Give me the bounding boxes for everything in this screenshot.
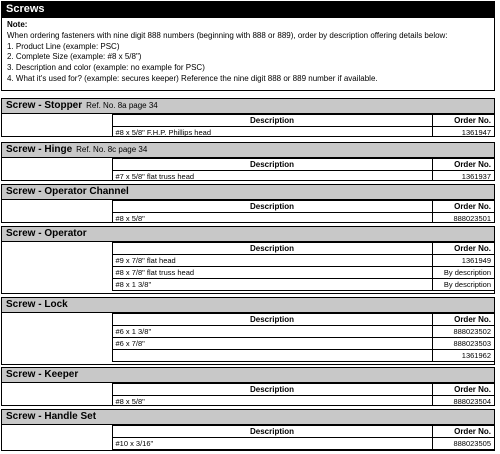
- order-number-header: Order No.: [432, 115, 494, 127]
- item-description: #6 x 7/8": [112, 338, 432, 350]
- item-description: #8 x 5/8" F.H.P. Phillips head: [112, 127, 432, 138]
- section-title: Screw - Keeper: [6, 369, 79, 380]
- section-header: [2, 410, 494, 425]
- description-header: Description: [112, 426, 432, 438]
- note-item-2: 2. Complete Size (example: #8 x 5/8"): [7, 52, 142, 62]
- table-header-row: [2, 159, 494, 171]
- note-box: [1, 18, 495, 91]
- description-header: Description: [112, 243, 432, 255]
- item-order-number: 888023502: [432, 326, 494, 338]
- items-table: [2, 383, 494, 406]
- description-header: Description: [112, 115, 432, 127]
- note-item-3: 3. Description and color (example: no example for PSC): [7, 63, 205, 73]
- items-table: [2, 313, 494, 362]
- section-header: [2, 99, 494, 114]
- section-ref: Ref. No. 8c page 34: [76, 145, 148, 154]
- item-description: #8 x 5/8": [112, 213, 432, 224]
- section-title: Screw - Lock: [6, 299, 68, 310]
- section-screw-handle-set: [1, 409, 495, 451]
- item-description: #10 x 3/16": [112, 438, 432, 450]
- note-item-1: 1. Product Line (example: PSC): [7, 41, 120, 51]
- section-screw-hinge: [1, 142, 495, 181]
- section-ref: Ref. No. 8a page 34: [86, 101, 158, 110]
- items-table: [2, 242, 494, 291]
- table-header-row: [2, 426, 494, 438]
- section-title: Screw - Operator Channel: [6, 186, 129, 197]
- table-header-row: [2, 314, 494, 326]
- item-order-number: 1361962: [432, 350, 494, 362]
- blank-cell: [2, 426, 112, 450]
- item-order-number: 888023505: [432, 438, 494, 450]
- blank-cell: [2, 384, 112, 407]
- section-screw-lock: [1, 297, 495, 365]
- section-header: [2, 185, 494, 200]
- items-table: [2, 158, 494, 181]
- section-screw-stopper: [1, 98, 495, 137]
- description-header: Description: [112, 314, 432, 326]
- blank-cell: [2, 115, 112, 138]
- section-header: [2, 143, 494, 158]
- section-title: Screw - Operator: [6, 228, 87, 239]
- item-order-number: 888023503: [432, 338, 494, 350]
- document-title: Screws: [1, 1, 495, 18]
- description-header: Description: [112, 159, 432, 171]
- item-order-number: 1361949: [432, 255, 494, 267]
- section-title: Screw - Handle Set: [6, 411, 97, 422]
- order-number-header: Order No.: [432, 384, 494, 396]
- item-order-number: 888023504: [432, 396, 494, 407]
- item-description: [112, 350, 432, 362]
- order-number-header: Order No.: [432, 426, 494, 438]
- section-header: [2, 368, 494, 383]
- item-order-number: 1361947: [432, 127, 494, 138]
- blank-cell: [2, 159, 112, 182]
- note-label: Note:: [7, 20, 28, 29]
- order-number-header: Order No.: [432, 201, 494, 213]
- order-number-header: Order No.: [432, 243, 494, 255]
- description-header: Description: [112, 201, 432, 213]
- table-header-row: [2, 243, 494, 255]
- table-header-row: [2, 115, 494, 127]
- items-table: [2, 200, 494, 223]
- item-description: #8 x 1 3/8": [112, 279, 432, 291]
- note-intro: When ordering fasteners with nine digit 888 numbers (beginning with 888 or 889), order by description offering details below:: [7, 30, 448, 40]
- section-title: Screw - Hinge: [6, 144, 73, 155]
- section-title: Screw - Stopper: [6, 100, 83, 111]
- section-header: [2, 298, 494, 313]
- section-screw-operator-channel: [1, 184, 495, 223]
- item-description: #8 x 7/8" flat truss head: [112, 267, 432, 279]
- table-header-row: [2, 384, 494, 396]
- items-table: [2, 114, 494, 137]
- section-header: [2, 227, 494, 242]
- blank-cell: [2, 243, 112, 291]
- item-description: #8 x 5/8": [112, 396, 432, 407]
- table-header-row: [2, 201, 494, 213]
- blank-cell: [2, 314, 112, 362]
- item-description: #7 x 5/8" flat truss head: [112, 171, 432, 182]
- items-table: [2, 425, 494, 450]
- item-order-number: 888023501: [432, 213, 494, 224]
- order-number-header: Order No.: [432, 314, 494, 326]
- blank-cell: [2, 201, 112, 224]
- item-order-number: By description: [432, 267, 494, 279]
- item-description: #9 x 7/8" flat head: [112, 255, 432, 267]
- section-screw-operator: [1, 226, 495, 294]
- note-item-4: 4. What it's used for? (example: secures keeper) Reference the nine digit 888 or 889 number if available.: [7, 73, 378, 83]
- order-number-header: Order No.: [432, 159, 494, 171]
- item-description: #6 x 1 3/8": [112, 326, 432, 338]
- section-screw-keeper: [1, 367, 495, 406]
- item-order-number: By description: [432, 279, 494, 291]
- item-order-number: 1361937: [432, 171, 494, 182]
- description-header: Description: [112, 384, 432, 396]
